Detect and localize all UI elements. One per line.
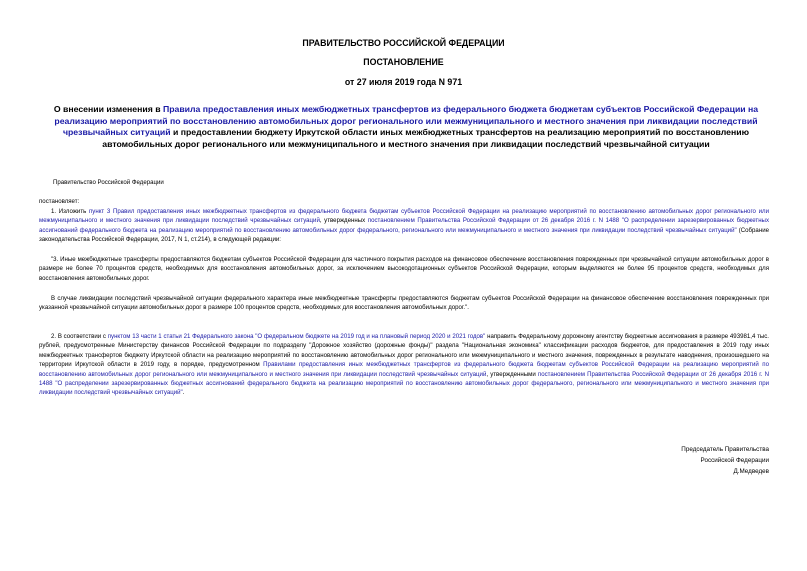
title-rules-link[interactable]: Правила предоставления иных межбюджетных трансфертов из федерального бюджета бюджетам субъектов Российской Федерации на реализацию мероприятий по восстановлению автомобильных дорог регионального или межмуниципального и местного значения при ликвидации последствий чрезвычайных ситуаций (54, 104, 759, 138)
quote-paragraph-1: "3. Иные межбюджетные трансферты предоставляются бюджетам субъектов Российской Федерации для частичного покрытия расходов на финансовое обеспечение восстановления поврежденных при чрезвычайной ситуации автомобильных дорог в размере не более 70 процентов средств, необходимых для восстановления автомобильных дорог, за исключением высокодотационных субъектов Российской Федерации, которым выделяются не более 95 процентов средств, необходимых для восстановления автомобильных дорог. (39, 256, 769, 282)
signer-name: Д.Медведев (733, 467, 769, 475)
document-type: ПОСТАНОВЛЕНИЕ (363, 57, 444, 67)
p1-rules-point-link[interactable]: пункт 3 Правил предоставления иных межбюджетных трансфертов из федерального бюджета бюджетам субъектов Российской Федерации на реализацию мероприятий по восстановлению автомобильных дорог регионального или межмуниципального и местного значения при ликвидации последствий чрезвычайных ситуаций (39, 208, 769, 225)
title-prefix: О внесении изменения в (53, 104, 163, 114)
p1-tail: (Собрание законодательства Российской Федерации, 2017, N 1, ст.214), в следующей редакции: (39, 226, 769, 244)
paragraph-1 (39, 207, 769, 245)
p2-tail: . (182, 389, 185, 397)
title-suffix: и предоставлении бюджету Иркутской области иных межбюджетных трансфертов на реализацию мероприятий по восстановлению автомобильных дорог регионального или межмуниципального и местного значения при ликвидации последствий чрезвычайной ситуации (102, 127, 750, 149)
government-line: Правительство Российской Федерации (53, 179, 164, 186)
p2-mid: направить Федеральному дорожному агентству бюджетные ассигнования в размере 493981,4 тыс. рублей, предусмотренные Министерству финансов Российской Федерации по подразделу "Дорожное хозяйство (дорожные фонды)" раздела "Национальная экономика" классификации расходов бюджетов, для предоставления в 2019 году иных межбюджетных трансфертов бюджету Иркутской области на реализацию мероприятий по восстановлению автомобильных дорог регионального или межмуниципального и местного значения, поврежденных в результате наводнения, произошедшего на территории Иркутской области в 2019 году, в порядке, предусмотренном (39, 333, 769, 369)
paragraph-2 (39, 332, 769, 398)
p2-mid2: , утвержденными (486, 370, 538, 378)
p1-lead: 1. Изложить (51, 208, 89, 215)
document-title (46, 104, 766, 150)
issuing-authority: ПРАВИТЕЛЬСТВО РОССИЙСКОЙ ФЕДЕРАЦИИ (302, 38, 505, 48)
signer-position: Председатель Правительства (681, 446, 769, 453)
p2-lead: 2. В соответствии с (51, 333, 108, 340)
quote-paragraph-2: В случае ликвидации последствий чрезвычайной ситуации федерального характера иные межбюджетные трансферты предоставляются бюджетам субъектов Российской Федерации на финансовое обеспечение восстановления поврежденных при указанной чрезвычайной ситуации автомобильных дорог в размере 100 процентов средств, необходимых для восстановления автомобильных дорог.". (39, 295, 769, 312)
decrees-line: постановляет: (39, 198, 80, 205)
p1-decree-1488-link[interactable]: постановлением Правительства Российской Федерации от 26 декабря 2016 г. N 1488 "О распределении зарезервированных бюджетных ассигнований федерального бюджета на реализацию мероприятий по восстановлению автомобильных дорог федерального, регионального или межмуниципального и местного значения при ликвидации последствий чрезвычайных ситуаций" (39, 217, 769, 234)
p2-federal-law-link[interactable]: пунктом 13 части 1 статьи 21 Федерального закона "О федеральном бюджете на 2019 год и на плановый период 2020 и 2021 годов" (107, 333, 486, 340)
document-date-number: от 27 июля 2019 года N 971 (344, 77, 463, 87)
signature-block (681, 445, 769, 477)
p1-mid: , утвержденных (319, 217, 368, 225)
p2-decree-1488-link[interactable]: постановлением Правительства Российской Федерации от 26 декабря 2016 г. N 1488 "О распределении зарезервированных бюджетных ассигнований федерального бюджета на реализацию мероприятий по восстановлению автомобильных дорог федерального, регионального или межмуниципального и местного значения при ликвидации последствий чрезвычайных ситуаций" (39, 370, 770, 397)
signer-country: Российской Федерации (700, 456, 769, 464)
p2-rules-link[interactable]: Правилами предоставления иных межбюджетных трансфертов из федерального бюджета бюджетам субъектов Российской Федерации на реализацию мероприятий по восстановлению автомобильных дорог регионального или межмуниципального и местного значения при ликвидации последствий чрезвычайных ситуаций (39, 361, 769, 378)
